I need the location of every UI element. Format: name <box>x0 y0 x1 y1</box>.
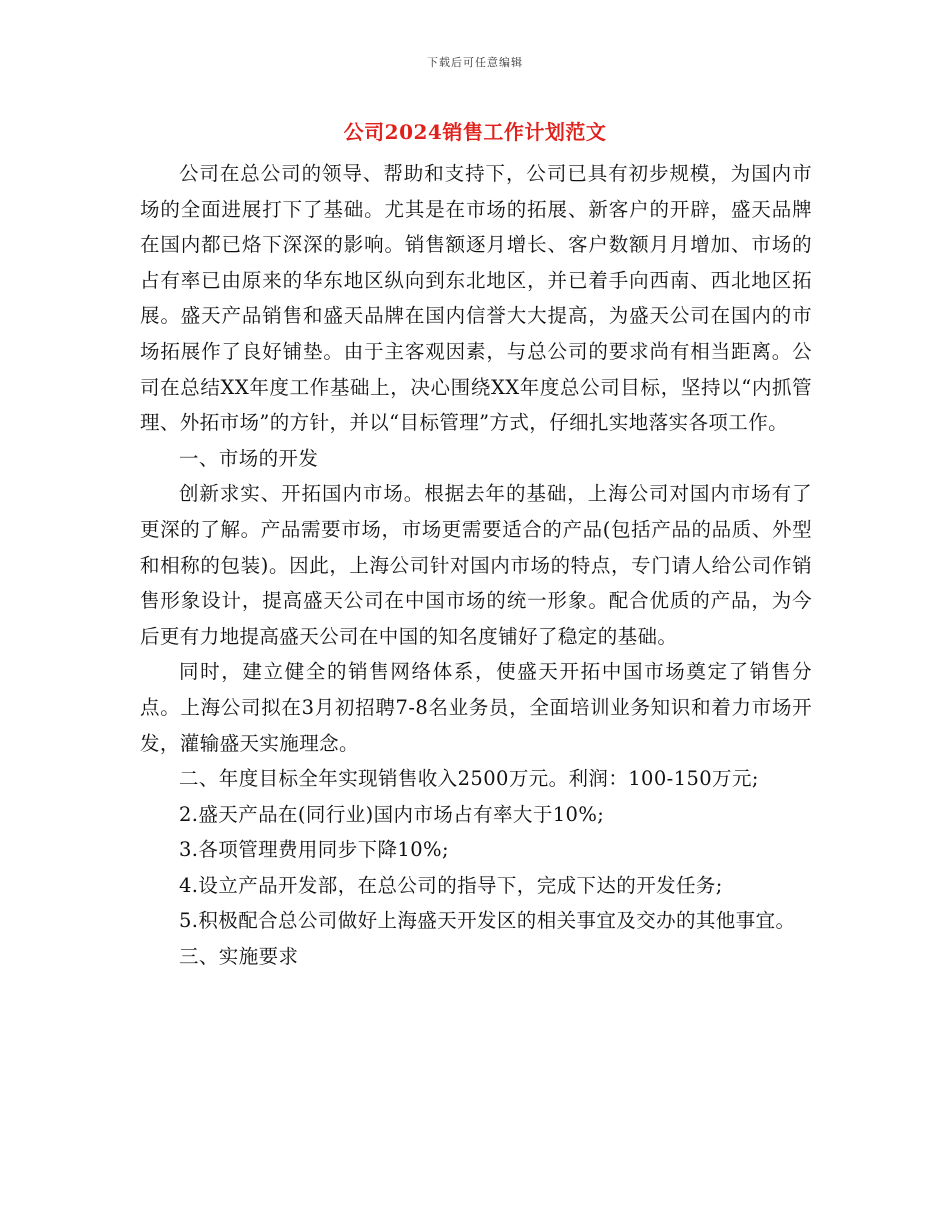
paragraph-sales-network: 同时，建立健全的销售网络体系，使盛天开拓中国市场奠定了销售分点。上海公司拟在3月初招聘7-8名业务员，全面培训业务知识和着力市场开发，灌输盛天实施理念。 <box>140 660 812 755</box>
list-item-product-dept: 4.设立产品开发部，在总公司的指导下，完成下达的开发任务; <box>179 873 723 897</box>
document-body <box>140 156 812 975</box>
section-heading-implementation: 三、实施要求 <box>179 945 299 969</box>
list-item-market-share: 2.盛天产品在(同行业)国内市场占有率大于10%; <box>179 802 605 826</box>
paragraph-market-innovation: 创新求实、开拓国内市场。根据去年的基础，上海公司对国内市场有了更深的了解。产品需要市场，市场更需要适合的产品(包括产品的品质、外型和相称的包装)。因此，上海公司针对国内市场的特点，专门请人给公司作销售形象设计，提高盛天公司在中国市场的统一形象。配合优质的产品，为今后更有力地提高盛天公司在中国的知名度铺好了稳定的基础。 <box>140 482 812 648</box>
list-item-cooperation: 5.积极配合总公司做好上海盛天开发区的相关事宜及交办的其他事宜。 <box>179 909 796 933</box>
section-heading-market-development: 一、市场的开发 <box>179 446 319 470</box>
paragraph-intro: 公司在总公司的领导、帮助和支持下，公司已具有初步规模，为国内市场的全面进展打下了基础。尤其是在市场的拓展、新客户的开辟，盛天品牌在国内都已烙下深深的影响。销售额逐月增长、客户数额月月增加、市场的占有率已由原来的华东地区纵向到东北地区，并已着手向西南、西北地区拓展。盛天产品销售和盛天品牌在国内信誉大大提高，为盛天公司在国内的市场拓展作了良好铺垫。由于主客观因素，与总公司的要求尚有相当距离。公司在总结XX年度工作基础上，决心围绕XX年度总公司目标，坚持以“内抓管理、外拓市场”的方针，并以“目标管理”方式，仔细扎实地落实各项工作。 <box>140 162 812 435</box>
document-title: 公司2024销售工作计划范文 <box>343 120 607 144</box>
list-item-cost-reduction: 3.各项管理费用同步下降10%; <box>179 838 449 862</box>
page-header-note: 下载后可任意编辑 <box>427 56 523 69</box>
section-heading-annual-targets: 二、年度目标全年实现销售收入2500万元。利润：100-150万元; <box>179 767 759 791</box>
